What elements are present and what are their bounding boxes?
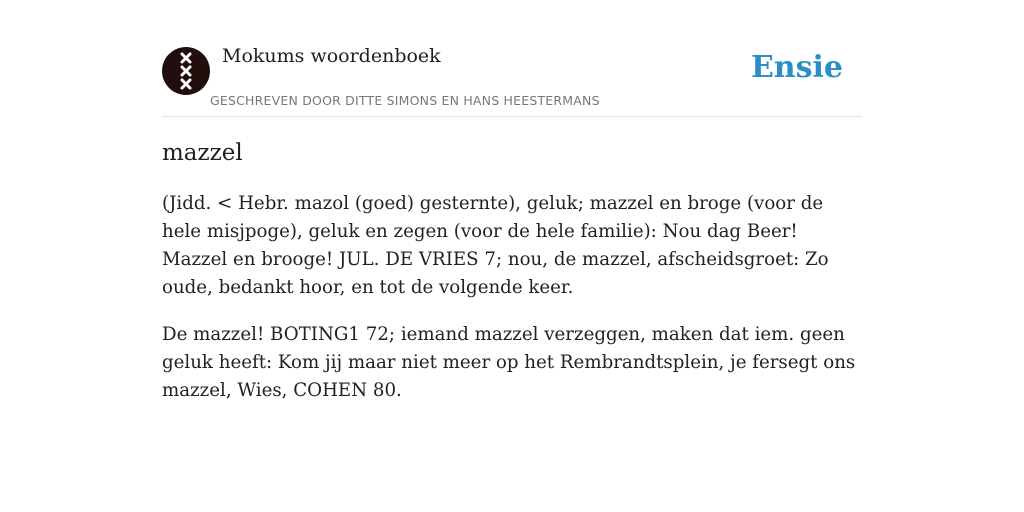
page	[162, 0, 862, 405]
book-title[interactable]: Mokums woordenboek	[222, 45, 441, 67]
amsterdam-crosses-icon[interactable]	[162, 47, 210, 95]
brand-logo-link[interactable]: Ensie	[750, 50, 843, 85]
definition-paragraph: (Jidd. < Hebr. mazol (goed) gesternte), geluk; mazzel en broge (voor de hele misjpoge), geluk en zegen (voor de hele familie): Nou dag Beer! Mazzel en brooge! JUL. DE VRIES 7; nou, de mazzel, afscheidsgroet: Zo oude, bedankt hoor, en tot de volgende keer.	[162, 193, 829, 298]
headword: mazzel	[162, 140, 243, 166]
definition	[162, 190, 862, 405]
authors-line: GESCHREVEN DOOR DITTE SIMONS EN HANS HEESTERMANS	[210, 93, 600, 108]
header	[162, 0, 862, 117]
definition-paragraph: De mazzel! BOTING1 72; iemand mazzel verzeggen, maken dat iem. geen geluk heeft: Kom jij maar niet meer op het Rembrandtsplein, je fersegt ons mazzel, Wies, COHEN 80.	[162, 324, 856, 401]
